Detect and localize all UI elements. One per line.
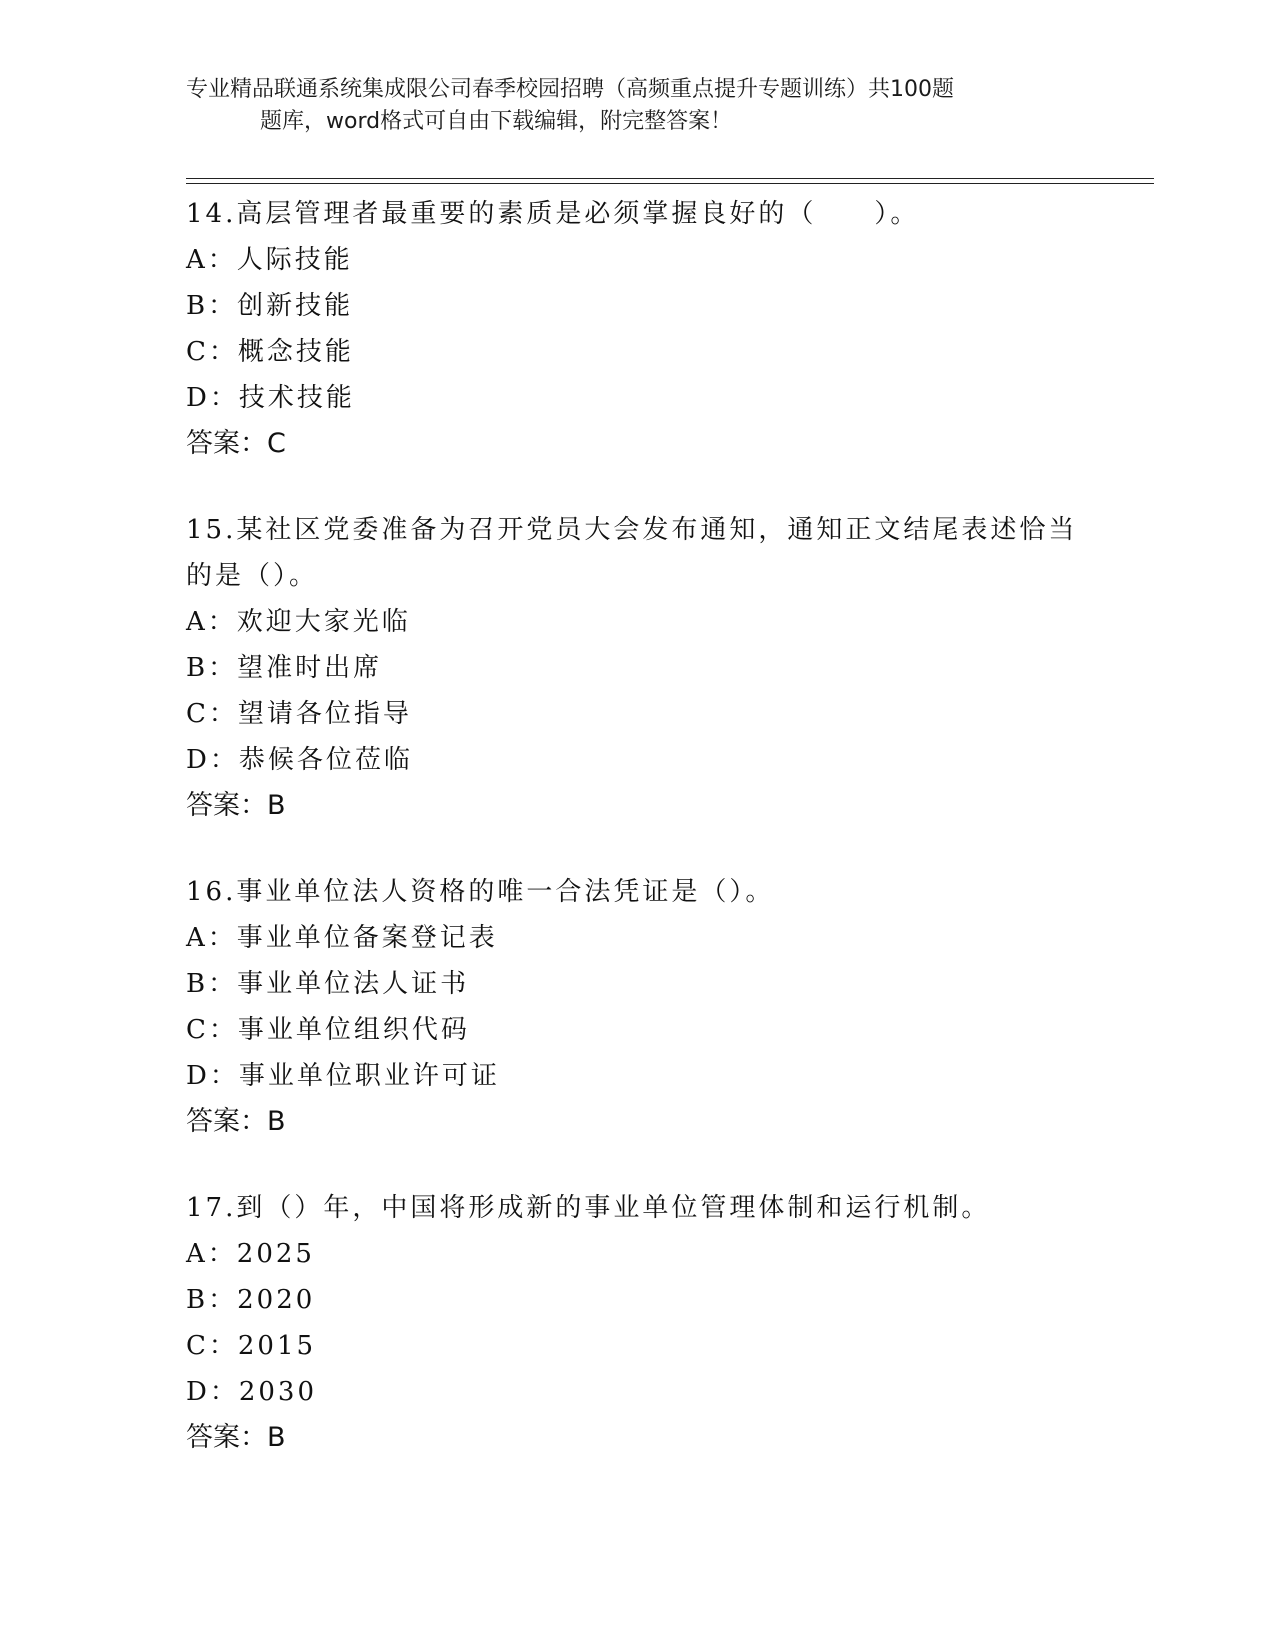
question-block: [186, 191, 1086, 467]
header-title-line2: 题库，word格式可自由下载编辑，附完整答案！: [260, 109, 733, 134]
header-divider-top: [186, 178, 1154, 179]
answer-line: 答案：B: [186, 1106, 286, 1137]
option-a: A：2025: [186, 1239, 315, 1269]
header-title-line1: 专业精品联通系统集成限公司春季校园招聘（高频重点提升专题训练）共100题: [186, 77, 954, 102]
option-d: D：技术技能: [186, 383, 355, 413]
question-stem: 14.高层管理者最重要的素质是必须掌握良好的（ ）。: [186, 199, 920, 229]
option-d: D：2030: [186, 1377, 318, 1407]
question-block: [186, 1185, 1086, 1461]
option-d: D：恭候各位莅临: [186, 745, 413, 775]
answer-line: 答案：B: [186, 1422, 286, 1453]
question-stem: 17.到（）年，中国将形成新的事业单位管理体制和运行机制。: [186, 1193, 991, 1223]
option-a: A：欢迎大家光临: [186, 607, 411, 637]
document-header: [186, 74, 1066, 138]
option-b: B：2020: [186, 1285, 316, 1315]
option-c: C：概念技能: [186, 337, 354, 367]
option-c: C：2015: [186, 1331, 317, 1361]
option-b: B：事业单位法人证书: [186, 969, 470, 999]
option-d: D：事业单位职业许可证: [186, 1061, 500, 1091]
question-stem-continued: 的是（）。: [186, 561, 319, 591]
answer-line: 答案：B: [186, 790, 286, 821]
header-divider-bottom: [186, 183, 1154, 184]
answer-line: 答案：C: [186, 428, 286, 459]
question-list: [186, 191, 1086, 1501]
option-b: B：望准时出席: [186, 653, 383, 683]
option-c: C：望请各位指导: [186, 699, 412, 729]
option-a: A：事业单位备案登记表: [186, 923, 498, 953]
question-block: [186, 869, 1086, 1145]
option-a: A：人际技能: [186, 245, 353, 275]
question-block: [186, 507, 1086, 829]
option-c: C：事业单位组织代码: [186, 1015, 470, 1045]
option-b: B：创新技能: [186, 291, 354, 321]
question-stem: 15.某社区党委准备为召开党员大会发布通知，通知正文结尾表述恰当: [186, 515, 1078, 545]
question-stem: 16.事业单位法人资格的唯一合法凭证是（）。: [186, 877, 775, 907]
